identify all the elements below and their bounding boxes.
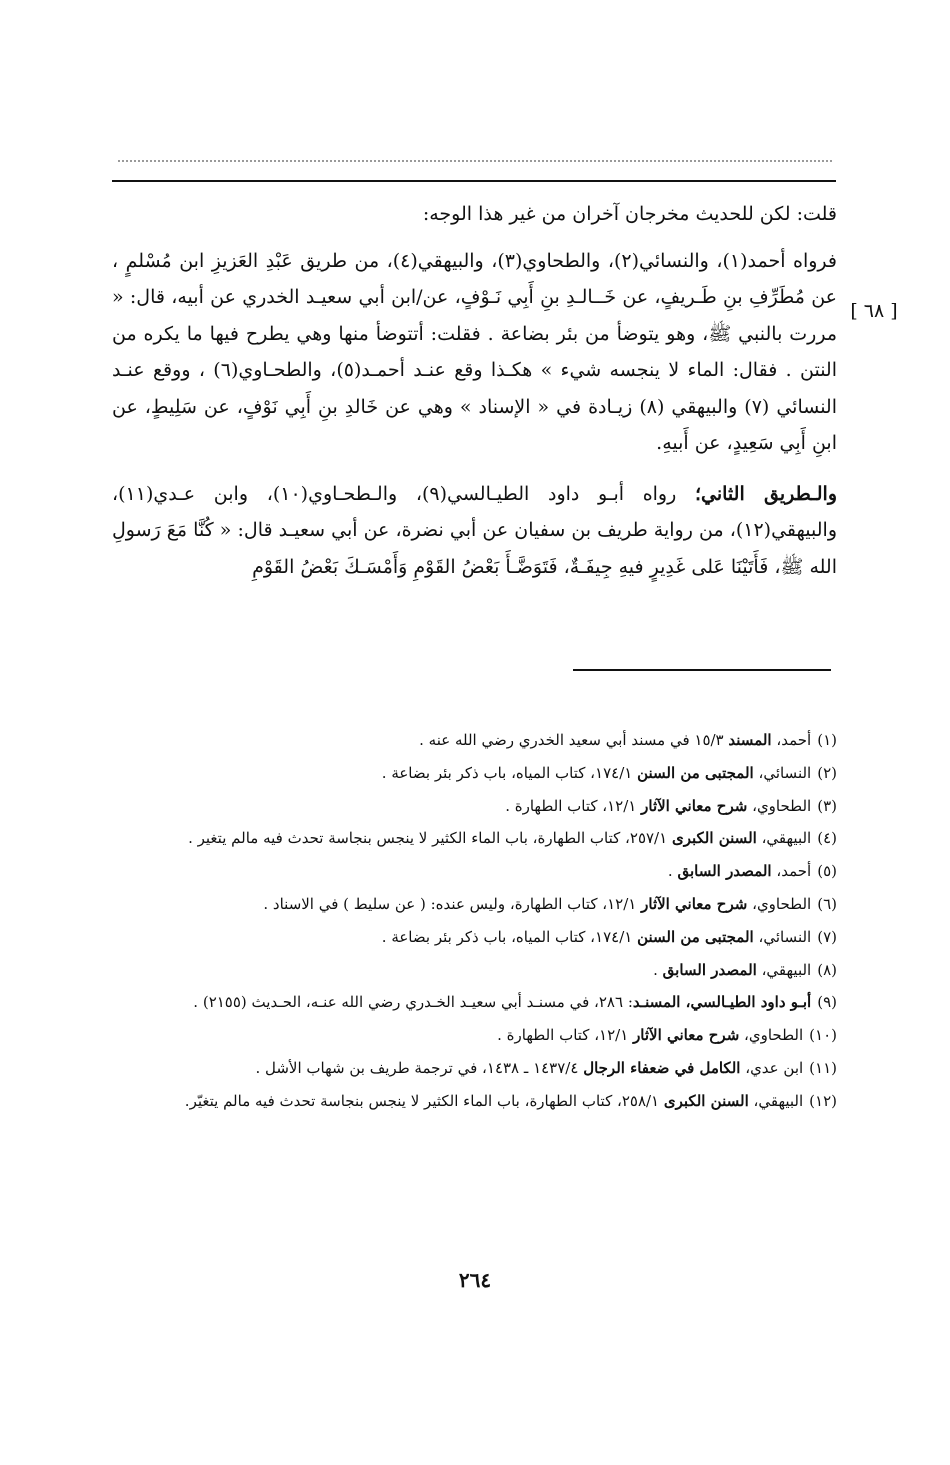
- footnote-2: [112, 757, 837, 790]
- footnote-author: النسائي،: [753, 927, 812, 946]
- footnote-text: [112, 954, 811, 987]
- footnote-reference: ١٢/١، كتاب الطهارة، وليس عنده: ( عن سليط ) في الاسناد .: [263, 894, 642, 913]
- footnote-text: [112, 790, 811, 823]
- footnote-7: [112, 921, 837, 954]
- paragraph-second-route: [112, 476, 837, 586]
- footnote-author: البيهقي،: [756, 829, 812, 848]
- footnote-reference: ١٧٤/١، كتاب المياه، باب ذكر بئر بضاعة .: [381, 927, 638, 946]
- footnote-author: الطحاوي،: [747, 894, 812, 913]
- footnote-5: [112, 855, 837, 888]
- footnote-number: (٣): [817, 796, 837, 815]
- footnote-source-title: شرح معاني الآثار: [641, 894, 748, 913]
- footnote-author: الطحاوي،: [747, 796, 812, 815]
- footnote-source-title: المصدر السابق: [662, 960, 757, 979]
- footnote-source-title: المسند: [728, 731, 772, 749]
- paragraph-first-route: فرواه أحمد(١)، والنسائي(٢)، والطحاوي(٣)، والبيهقي(٤)، من طريق عَبْدِ العَزيزِ ابن مُسْلمٍ ، عن مُطَرِّفِ بنِ طَـريفٍ، عن خَــالـدِ بنِ أَبِي نَـوْفٍ، عن/ابن أبي سعيـد الخدري عن أبيه، قال: « مررت بالنبي ﷺ، وهو يتوضأ من بئر بضاعة . فقلت: أتتوضأ منها وهي يطرح فيها ما يكره من النتن . فقال: الماء لا ينجسه شيء » هكـذا وقع عنـد أحمـد(٥)، والطحـاوي(٦) ، ووقع عنـد النسائي (٧) والبيهقي (٨) زيـادة في « الإسناد » وهي عن خَالدِ بنِ أَبِي نَوْفٍ، عن سَلِيطٍ، عن ابنِ أَبِي سَعِيدٍ، عن أَبيهِ.: [112, 249, 837, 454]
- footnote-text: [112, 986, 811, 1019]
- intro-line: قلت: لكن للحديث مخرجان آخران من غير هذا الوجه:: [422, 203, 837, 225]
- footnote-12: [112, 1085, 837, 1118]
- footnote-source-title: المجتبى من السنن: [637, 763, 754, 782]
- footnote-number: (٩): [817, 993, 837, 1012]
- footnote-4: [112, 822, 837, 855]
- footnote-text: [112, 1019, 803, 1052]
- footnote-reference: ٢٥٧/١، كتاب الطهارة، باب الماء الكثير لا ينجس بنجاسة تحدث فيه مالم يتغير .: [188, 829, 672, 848]
- footnote-8: [112, 954, 837, 987]
- footnote-number: (٦): [817, 894, 837, 913]
- footnote-9: [112, 986, 837, 1019]
- footnote-reference: .: [653, 960, 663, 979]
- footnote-number: (٧): [817, 927, 837, 946]
- margin-reference-number: [ ٦٨ ]: [850, 300, 898, 322]
- footnote-source-title: المصدر السابق: [677, 862, 772, 881]
- footnotes: [112, 724, 837, 1118]
- footnote-separator: [573, 669, 831, 671]
- footnote-author: ابن عدي،: [740, 1058, 804, 1077]
- footnote-number: (١): [817, 731, 837, 749]
- main-text: [112, 196, 837, 585]
- footnote-reference: ١٢/١، كتاب الطهارة .: [497, 1026, 634, 1045]
- footnote-number: (١٢): [809, 1091, 837, 1110]
- footnote-number: (٥): [817, 862, 837, 881]
- footnote-text: [112, 822, 811, 855]
- footnote-source-title: السنن الكبرى: [663, 1091, 749, 1110]
- footnote-number: (١١): [809, 1058, 837, 1077]
- footnote-number: (٢): [817, 763, 837, 782]
- footnote-11: [112, 1052, 837, 1085]
- footnote-reference: ١٥/٣ في مسند أبي سعيد الخدري رضي الله عنه .: [419, 731, 729, 749]
- header-rule: [112, 180, 836, 182]
- footnote-text: [112, 855, 811, 888]
- dotted-separator: [118, 160, 832, 162]
- footnote-reference: .: [667, 862, 678, 881]
- footnote-number: (٨): [817, 960, 837, 979]
- footnote-text: [112, 724, 811, 757]
- footnote-reference: ١٤٣٧/٤ ـ ١٤٣٨، في ترجمة طريف بن شهاب الأشل .: [255, 1058, 584, 1077]
- footnote-author: البيهقي،: [748, 1091, 804, 1110]
- footnote-author: الطحاوي،: [739, 1026, 804, 1045]
- footnote-reference: ١٢/١، كتاب الطهارة .: [505, 796, 642, 815]
- footnote-text: [112, 1052, 803, 1085]
- footnote-10: [112, 1019, 837, 1052]
- footnote-number: (١٠): [809, 1026, 837, 1045]
- footnote-source-title: الكامل في ضعفاء الرجال: [583, 1058, 741, 1077]
- footnote-number: (٤): [817, 829, 837, 848]
- footnote-source-title: شرح معاني الآثار: [641, 796, 748, 815]
- footnote-3: [112, 790, 837, 823]
- footnote-reference: ١٧٤/١، كتاب المياه، باب ذكر بئر بضاعة .: [381, 763, 638, 782]
- second-route-heading: والـطريق الثاني؛: [694, 482, 837, 505]
- footnote-author: البيهقي،: [756, 960, 812, 979]
- second-route-text: رواه أبـو داود الطيـالسي(٩)، والـطحـاوي(١٠)، وابن عـدي(١١)، والبيهقي(١٢)، من رواية طريف بن سفيان عن أبي نضرة، عن أبي سعيـد قال: « كُنَّا مَعَ رَسولِ الله ﷺ، فَأَتَيْنَا عَلى غَدِيرٍ فيهِ جِيفَـةٌ، فَتَوَضَّـأَ بَعْضُ القَوْمِ وَأَمْسَـكَ بَعْضُ القَوْمِ: [112, 482, 837, 578]
- page-number: ٢٦٤: [458, 1268, 492, 1292]
- footnote-source-title: أبـو داود الطيـالسي، المسنـد: [632, 993, 812, 1012]
- footnote-author: أحمد،: [771, 862, 812, 881]
- footnote-source-title: شرح معاني الآثار: [633, 1026, 740, 1045]
- footnote-1: [112, 724, 837, 757]
- footnote-text: [112, 1085, 803, 1118]
- footnote-text: [112, 757, 811, 790]
- footnote-6: [112, 888, 837, 921]
- footnote-source-title: السنن الكبرى: [671, 829, 757, 848]
- footnote-source-title: المجتبى من السنن: [637, 927, 754, 946]
- footnote-reference: ٢٥٨/١، كتاب الطهارة، باب الماء الكثير لا ينجس بنجاسة تحدث فيه مالم يتغيّر.: [184, 1091, 664, 1110]
- footnote-author: أحمد،: [771, 731, 812, 749]
- footnote-text: [112, 921, 811, 954]
- footnote-text: [112, 888, 811, 921]
- footnote-author: النسائي،: [753, 763, 812, 782]
- footnote-reference: : ٢٨٦، في مسنـد أبي سعيـد الخـدري رضي الله عنـه، الحـديث (٢١٥٥) .: [193, 993, 633, 1012]
